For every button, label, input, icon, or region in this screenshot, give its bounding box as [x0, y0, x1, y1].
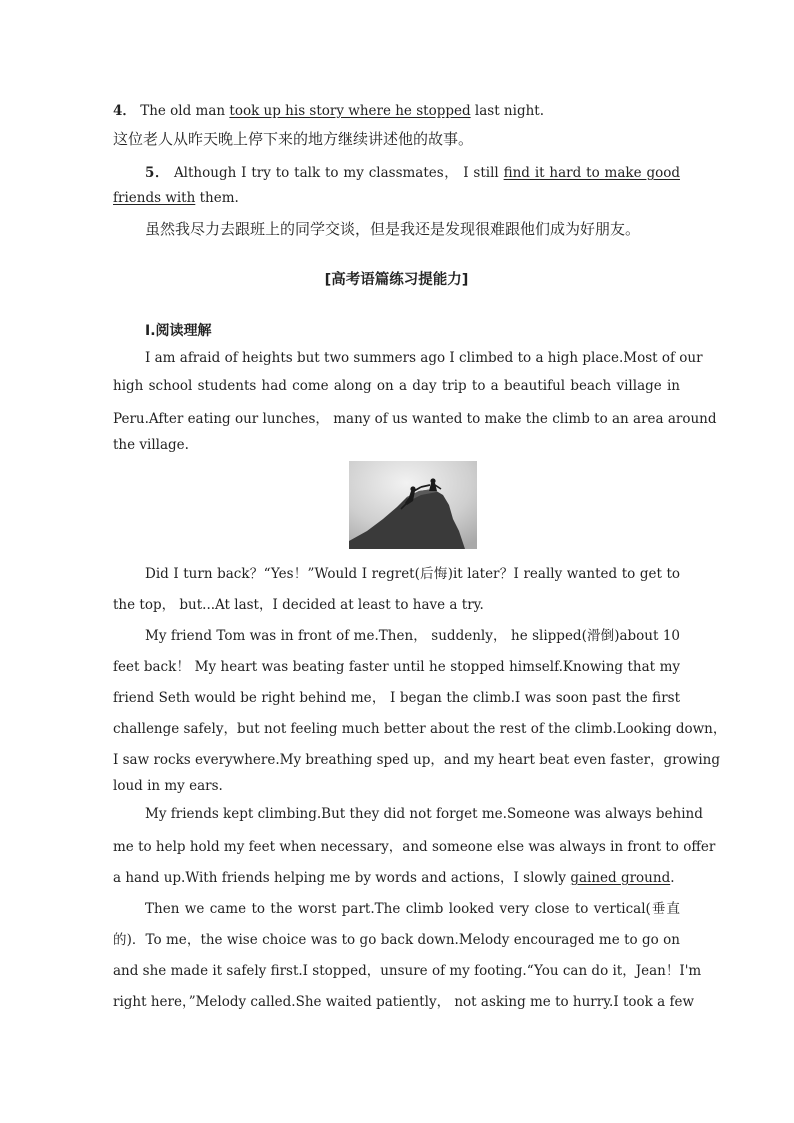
item-5-translation: 虽然我尽力去跟班上的同学交谈，但是我还是发现很难跟他们成为好朋友。 [145, 220, 641, 238]
item-5-underlined-phrase-part-2: friends with [113, 190, 196, 206]
item-5-number: 5． [145, 165, 170, 181]
passage-p1-line-1: I am afraid of heights but two summers ago I climbed to a high place.Most of our [145, 350, 703, 366]
gained-ground-underlined-phrase: gained ground [570, 870, 671, 886]
passage-p1-line-3: Peru.After eating our lunches， many of us wanted to make the climb to an area around [113, 411, 717, 427]
passage-p4-line-1: My friends kept climbing.But they did not forget me.Someone was always behind [145, 806, 703, 822]
passage-p2-line-2: the top， but...At last，I decided at least to have a try. [113, 597, 484, 613]
section-heading: [高考语篇练习提能力] [324, 272, 469, 288]
item-4-underlined-phrase: took up his story where he stopped [229, 103, 471, 119]
passage-p5-line-3: and she made it safely first.I stopped，unsure of my footing.“You can do it，Jean！I'm [113, 963, 702, 979]
passage-p4-line-3-end: . [670, 870, 675, 886]
passage-p5-line-2: 的)．To me，the wise choice was to go back down.Melody encouraged me to go on [113, 932, 680, 948]
passage-p4-line-3 [113, 866, 680, 886]
passage-p3-line-3: friend Seth would be right behind me， I began the climb.I was soon past the first [113, 690, 680, 706]
passage-p5-line-1: Then we came to the worst part.The climb looked very close to vertical(垂直 [145, 901, 680, 917]
item-4-sentence [113, 99, 680, 119]
passage-p3-line-6: loud in my ears. [113, 778, 223, 794]
item-5-text-after: them. [199, 190, 239, 206]
item-4-text-after: last night. [474, 103, 544, 119]
passage-p1-line-2: high school students had come along on a day trip to a beautiful beach village in [113, 378, 680, 394]
item-4-translation: 这位老人从昨天晚上停下来的地方继续讲述他的故事。 [113, 130, 474, 148]
passage-p3-line-2: feet back！ My heart was beating faster until he stopped himself.Knowing that my [113, 659, 680, 675]
item-5-sentence-line-2 [113, 190, 680, 206]
passage-p3-line-1: My friend Tom was in front of me.Then， suddenly， he slipped(滑倒)about 10 [145, 628, 680, 644]
item-5-sentence-line-1 [113, 161, 680, 181]
passage-p4-line-3-text: a hand up.With friends helping me by words and actions，I slowly [113, 870, 567, 886]
climbers-photo-icon [349, 461, 477, 549]
item-5-underlined-phrase-part-1: find it hard to make good [503, 165, 680, 181]
passage-p3-line-5: I saw rocks everywhere.My breathing sped up，and my heart beat even faster，growing [113, 752, 720, 768]
passage-p2-line-1: Did I turn back？“Yes！”Would I regret(后悔)it later？I really wanted to get to [145, 566, 680, 582]
item-4-text-before: The old man [140, 103, 226, 119]
passage-p5-line-4: right here，”Melody called.She waited patiently， not asking me to hurry.I took a few [113, 994, 695, 1010]
passage-p4-line-2: me to help hold my feet when necessary，and someone else was always in front to offer [113, 839, 716, 855]
part-label: Ⅰ.阅读理解 [145, 323, 212, 339]
climbers-photo [349, 461, 477, 549]
passage-p3-line-4: challenge safely，but not feeling much better about the rest of the climb.Looking down， [113, 721, 727, 737]
item-4-number: 4． [113, 103, 136, 119]
passage-p1-line-4: the village. [113, 437, 189, 453]
item-5-text-before: Although I try to talk to my classmates， I still [173, 165, 499, 181]
